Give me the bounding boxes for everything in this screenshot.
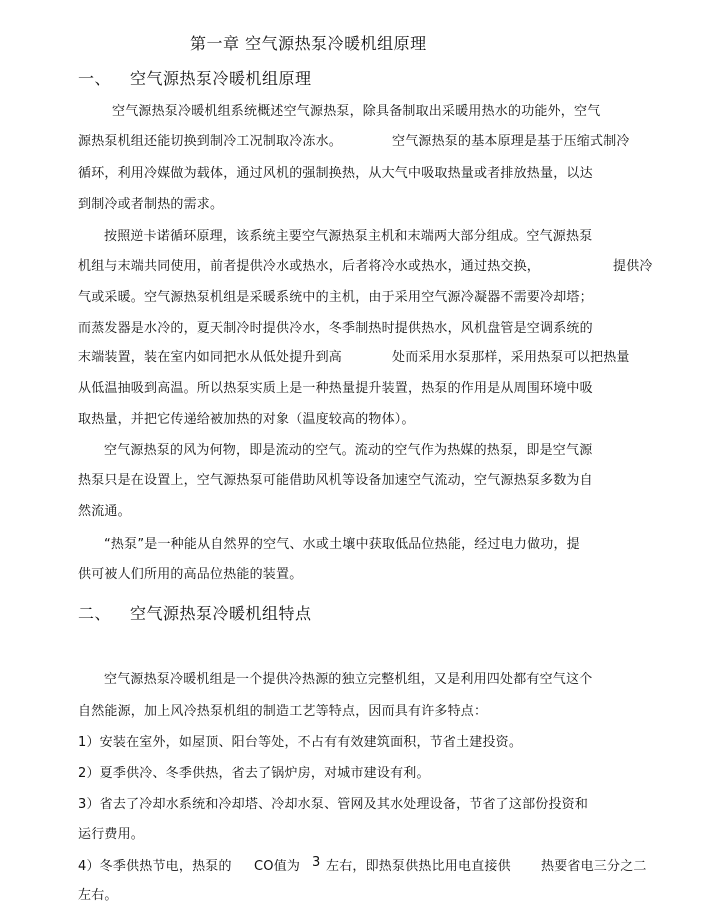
section-1-line: 而蒸发器是水冷的，夏天制冷时提供冷水，冬季制热时提供热水，风机盘管是空调系统的 xyxy=(78,321,593,336)
section-1-line: 按照逆卡诺循环原理，该系统主要空气源热泵主机和末端两大部分组成。空气源热泵 xyxy=(104,229,593,244)
section-1-title: 空气源热泵冷暖机组原理 xyxy=(130,69,312,88)
section-1-line: 然流通。 xyxy=(78,504,131,519)
list-item-4-value: 3 xyxy=(312,855,321,870)
section-2-line: 空气源热泵冷暖机组是一个提供冷热源的独立完整机组，又是利用四处都有空气这个 xyxy=(104,672,593,687)
section-1-line: “热泵”是一种能从自然界的空气、水或土壤中获取低品位热能，经过电力做功，提 xyxy=(104,537,580,552)
list-item-1: 1）安装在室外，如屋顶、阳台等处，不占有有效建筑面积，节省土建投资。 xyxy=(78,735,523,750)
section-1-line: 取热量，并把它传递给被加热的对象（温度较高的物体）。 xyxy=(78,412,415,427)
list-item-4-cont: 左右。 xyxy=(78,888,118,903)
list-item-4-cop: CO值为 xyxy=(254,859,301,874)
section-2-number: 二、 xyxy=(78,604,112,623)
chapter-title: 第一章 空气源热泵冷暖机组原理 xyxy=(190,34,427,53)
list-item-3-cont: 运行费用。 xyxy=(78,827,145,842)
section-1-line: 气或采暖。空气源热泵机组是采暖系统中的主机，由于采用空气源冷凝器不需要冷却塔； xyxy=(78,290,593,305)
section-1-line: 循环，利用冷媒做为载体，通过风机的强制换热，从大气中吸取热量或者排放热量，以达 xyxy=(78,166,593,181)
section-1-line: 机组与末端共同使用，前者提供冷水或热水，后者将冷水或热水，通过热交换， xyxy=(78,259,541,274)
section-1-line: 提供冷 xyxy=(613,259,653,274)
section-1-line: 空气源热泵的基本原理是基于压缩式制冷 xyxy=(392,134,630,149)
section-1-line: 供可被人们所用的高品位热能的装置。 xyxy=(78,567,303,582)
section-1-line: 空气源热泵冷暖机组系统概述空气源热泵，除具备制取出采暖用热水的功能外，空气 xyxy=(112,104,601,119)
list-item-4-text: 左右，即热泵供热比用电直接供 xyxy=(326,859,511,874)
section-1-line: 从低温抽吸到高温。所以热泵实质上是一种热量提升装置，热泵的作用是从周围环境中吸 xyxy=(78,381,593,396)
section-1-number: 一、 xyxy=(78,69,112,88)
section-2-title: 空气源热泵冷暖机组特点 xyxy=(130,604,312,623)
section-1-line: 源热泵机组还能切换到制冷工况制取冷冻水。 xyxy=(78,134,343,149)
section-1-line: 末端装置，装在室内如同把水从低处提升到高 xyxy=(78,350,343,365)
section-1-line: 热泵只是在设置上，空气源热泵可能借助风机等设备加速空气流动，空气源热泵多数为自 xyxy=(78,473,593,488)
list-item-4: 4）冬季供热节电，热泵的 xyxy=(78,859,232,874)
section-1-line: 处而采用水泵那样，采用热泵可以把热量 xyxy=(392,350,630,365)
section-1-line: 到制冷或者制热的需求。 xyxy=(78,197,224,212)
section-1-line: 空气源热泵的风为何物，即是流动的空气。流动的空气作为热媒的热泵，即是空气源 xyxy=(104,443,593,458)
list-item-3: 3）省去了冷却水系统和冷却塔、冷却水泵、管网及其水处理设备，节省了这部份投资和 xyxy=(78,797,589,812)
list-item-4-text-end: 热要省电三分之二 xyxy=(541,859,647,874)
section-2-line: 自然能源，加上风冷热泵机组的制造工艺等特点，因而具有许多特点： xyxy=(78,704,488,719)
list-item-2: 2）夏季供冷、冬季供热，省去了锅炉房，对城市建设有利。 xyxy=(78,766,430,781)
